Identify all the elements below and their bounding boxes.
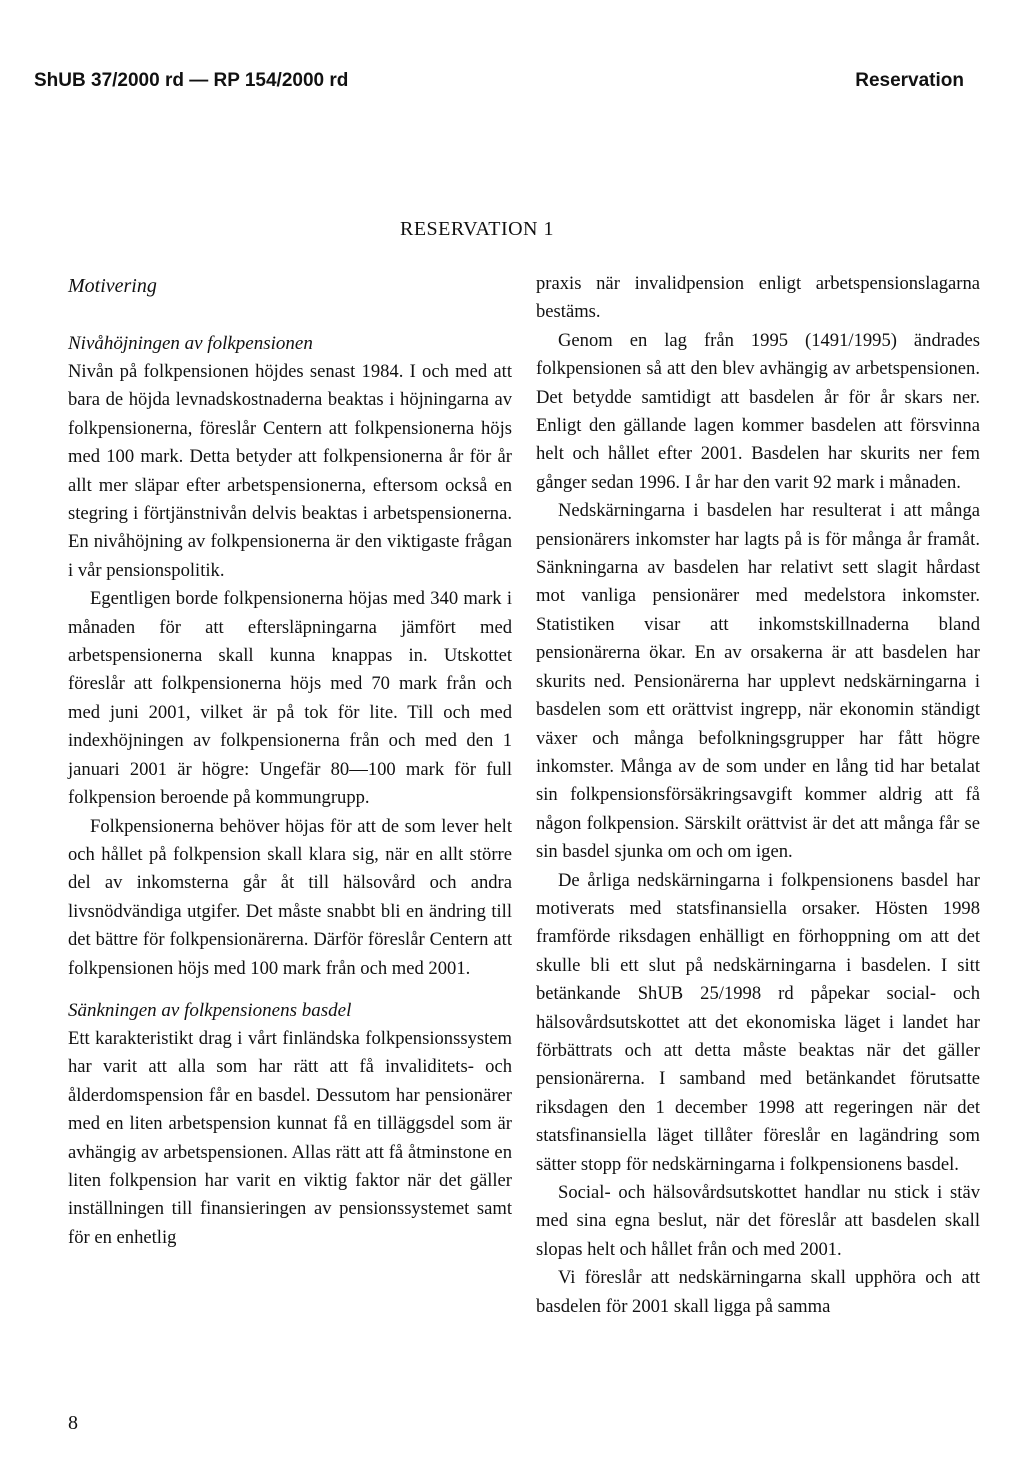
paragraph: praxis när invalidpension enligt arbetspensionslagarna bestäms.	[536, 273, 980, 323]
paragraph: De årliga nedskärningarna i folkpensionens basdel har motiverats med statsfinansiella orsaker. Hösten 1998 framförde riksdagen enhälligt en förhoppning om att det skulle bli ett slut på nedskärningarna i basdelen. I sitt betänkande ShUB 25/1998 rd påpekar social- och hälsovårdsutskottet att det ekonomiska läget i landet har förbättrats och att detta måste beaktas när det gäller pensionärerna. I samband med betänkandet förutsatte riksdagen den 1 december 1998 att regeringen när det statsfinansiella läget tillåter föreslår en lagändring som sätter stopp för nedskärningarna i folkpensionens basdel.	[536, 869, 980, 1175]
paragraph: Genom en lag från 1995 (1491/1995) ändrades folkpensionen så att den blev avhängig av arbetspensionen. Det betydde samtidigt att basdelen år för år skars ner. Enligt den gällande lagen kommer basdelen att försvinna helt och hållet efter 2001. Basdelen har skurits ner fem gånger sedan 1996. I år har den varit 92 mark i månaden.	[536, 329, 980, 493]
page-number: 8	[68, 1412, 78, 1434]
page-title: RESERVATION 1	[400, 218, 554, 240]
paragraph: Nivån på folkpensionen höjdes senast 1984. I och med att bara de höjda levnadskostnaderna beaktas i höjningarna av folkpensionerna, föreslår Centern att folkpensionerna höjs med 100 mark. Detta betyder att folkpensionerna år för år allt mer släpar efter arbetspensionerna, eftersom också en stegring i förtjänstnivån delvis beaktas i arbetspensionerna. En nivåhöjning av folkpensionerna är den viktigaste frågan i vår pensionspolitik.	[68, 361, 512, 581]
paragraph: Egentligen borde folkpensionerna höjas med 340 mark i månaden för att eftersläpningarna jämfört med arbetspensionerna skall kunna knappas in. Utskottet föreslår att folkpensionerna höjs med 70 mark från och med juni 2001, vilket är på tok för lite. Till och med indexhöjningen av folkpensionerna från och med den 1 januari 2001 är högre: Ungefär 80—100 mark för full folkpension beroende på kommungrupp.	[68, 588, 512, 809]
paragraph: Ett karakteristikt drag i vårt finländska folkpensionssystem har varit att alla som har rätt att få invaliditets- och ålderdomspension får en basdel. Dessutom har pensionärer med en liten arbetspension kunnat få en tilläggsdel som är avhängig av arbetspensionen. Allas rätt att få åtminstone en liten folkpension har varit en viktig faktor när det gäller inställningen till finansieringen av pensionssystemet samt för en enhetlig	[68, 1027, 512, 1248]
left-column	[68, 272, 512, 1252]
paragraph: Vi föreslår att nedskärningarna skall upphöra och att basdelen för 2001 skall ligga på samma	[536, 1267, 980, 1317]
right-column	[536, 270, 980, 1321]
paragraph: Folkpensionerna behöver höjas för att de som lever helt och hållet på folkpension skall klara sig, när en allt större del av inkomsterna går åt till hälsovård och andra livsnödvändiga utgifer. Det måste snabbt bli en ändring till det bättre för folkpensionärerna. Därför föreslår Centern att folkpensionen höjs med 100 mark från och med 2001.	[68, 815, 512, 979]
section-heading: Motivering	[68, 275, 157, 297]
subheading-nivahojning: Nivåhöjningen av folkpensionen	[68, 333, 313, 354]
running-header: Reservation	[855, 70, 964, 91]
document-reference: ShUB 37/2000 rd — RP 154/2000 rd	[34, 70, 349, 91]
subheading-sankning: Sänkningen av folkpensionens basdel	[68, 999, 352, 1021]
paragraph: Nedskärningarna i basdelen har resulterat i att många pensionärers inkomster har lagts på is för många år framåt. Sänkningarna av basdelen har relativt sett slagit hårdast mot vanliga pensionärer med medelstora inkomster. Statistiken visar att inkomstskillnaderna bland pensionärerna ökar. En av orsakerna är att basdelen har skurits ned. Pensionärerna har upplevt nedskärningarna i basdelen som ett orättvist ingrepp, när ekonomin ständigt växer och många befolkningsgrupper har fått högre inkomster. Många av de som under en lång tid har betalat sin folkpensionsförsäkringsavgift kommer aldrig att få någon folkpension. Särskilt orättvist är det att många får se sin basdel sjunka om och om igen.	[536, 500, 980, 863]
paragraph: Social- och hälsovårdsutskottet handlar nu stick i stäv med sina egna beslut, när det föreslår att basdelen skall slopas helt och hållet från och med 2001.	[536, 1182, 980, 1260]
